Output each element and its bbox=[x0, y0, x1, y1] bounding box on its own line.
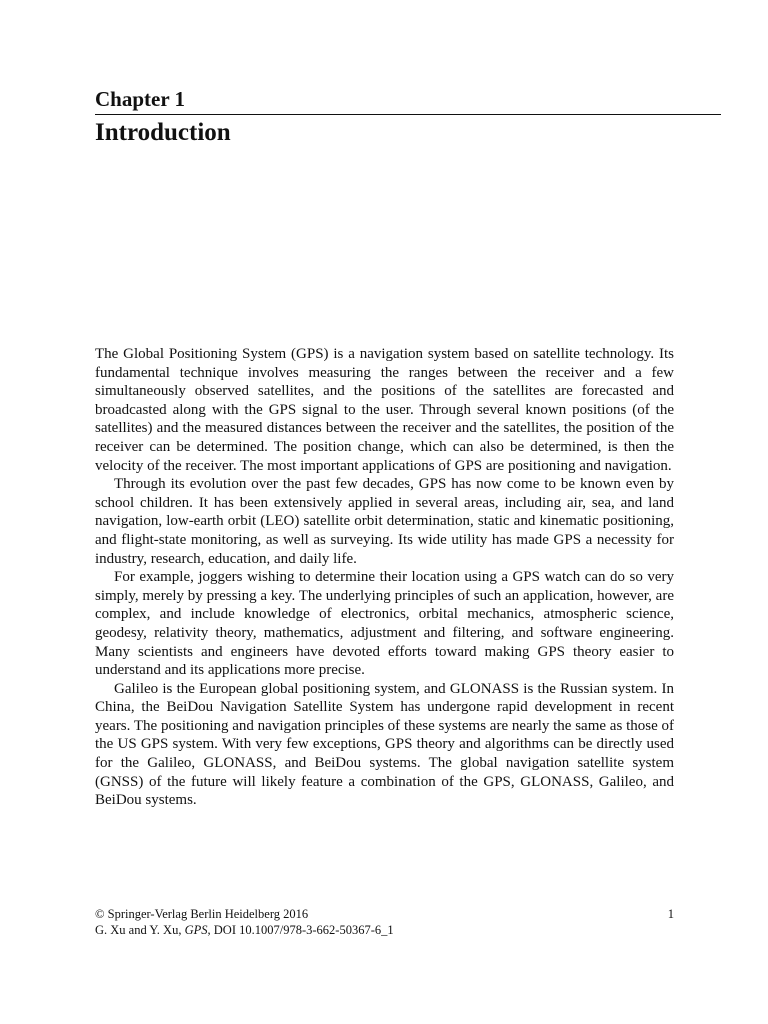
paragraph: The Global Positioning System (GPS) is a navigation system based on satellite technology. Its fundamental technique involves measuring the ranges between the receiver and a few simultaneously observed satellites, and the positions of the satellites are forecasted and broadcasted along with the GPS signal to the user. Through several known positions (of the satellites) and the measured distances between the receiver and the satellites, the position of the receiver can be determined. The position change, which can also be determined, is then the velocity of the receiver. The most important applications of GPS are positioning and navigation. bbox=[95, 346, 674, 474]
chapter-divider bbox=[95, 114, 721, 115]
body-text bbox=[95, 345, 674, 810]
footer-copyright-row bbox=[95, 906, 674, 922]
page-footer bbox=[95, 906, 674, 938]
citation-title: GPS bbox=[184, 923, 208, 937]
paragraph: Through its evolution over the past few decades, GPS has now come to be known even by school children. It has been extensively applied in several areas, including air, sea, and land navigation, low-earth orbit (LEO) satellite orbit determination, static and kinematic positioning, and flight-state monitoring, as well as surveying. Its wide utility has made GPS a necessity for industry, research, education, and daily life. bbox=[95, 476, 674, 567]
chapter-title: Introduction bbox=[95, 119, 231, 146]
paragraph: For example, joggers wishing to determine their location using a GPS watch can do so very simply, merely by pressing a key. The underlying principles of such an application, however, are complex, and include knowledge of electronics, orbital mechanics, atmospheric science, geodesy, relativity theory, mathematics, adjustment and filtering, and software engineering. Many scientists and engineers have devoted efforts toward making GPS theory easier to understand and its applications more precise. bbox=[95, 569, 674, 679]
citation-line bbox=[95, 922, 674, 938]
paragraph: Galileo is the European global positioning system, and GLONASS is the Russian system. In China, the BeiDou Navigation Satellite System has undergone rapid development in recent years. The positioning and navigation principles of these systems are nearly the same as those of the US GPS system. With very few exceptions, GPS theory and algorithms can be directly used for the Galileo, GLONASS, and BeiDou systems. The global navigation satellite system (GNSS) of the future will likely feature a combination of the GPS, GLONASS, Galileo, and BeiDou systems. bbox=[95, 680, 674, 809]
citation-authors: G. Xu and Y. Xu, bbox=[95, 923, 185, 937]
page-number: 1 bbox=[667, 907, 674, 921]
copyright-notice: © Springer-Verlag Berlin Heidelberg 2016 bbox=[95, 907, 309, 921]
chapter-label: Chapter 1 bbox=[95, 87, 186, 111]
citation-doi: , DOI 10.1007/978-3-662-50367-6_1 bbox=[207, 923, 394, 937]
